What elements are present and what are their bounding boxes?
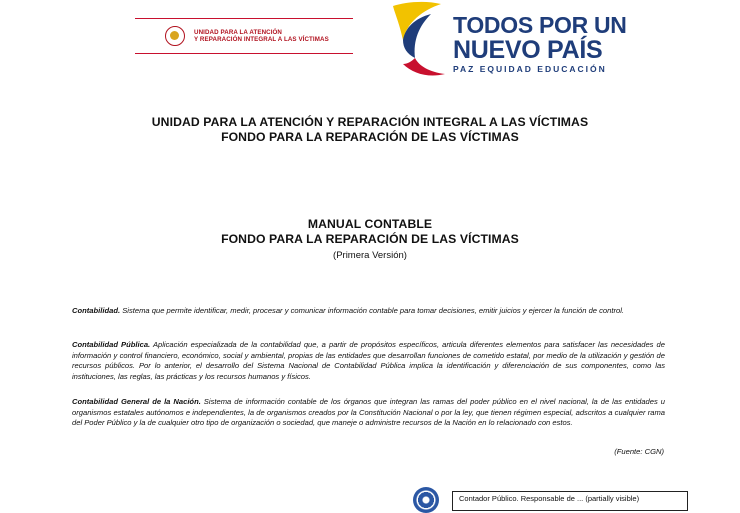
definition-text: Sistema que permite identificar, medir, procesar y comunicar información contable para tomar decisiones, emitir juicios y ejercer la función de control. [120,306,625,315]
manual-subtitle: FONDO PARA LA REPARACIÓN DE LAS VÍCTIMAS [221,232,519,246]
unidad-logo-line1: UNIDAD PARA LA ATENCIÓN [194,28,283,36]
definition-text: Sistema de información contable de los órganos que integran las ramas del poder público en el nivel nacional, la de las entidades u organismos estatales autónomos e independientes, la de organismos creados por la Constitución Nacional o por la ley, que tienen régimen especial, adscritos a cualquier rama del Poder Público y la de cualquier otro tipo de organización o sociedad, que maneje o administre recursos de la Nación en lo relacionado con estos. [72,397,666,428]
definition-text: Aplicación especializada de la contabilidad que, a partir de propósitos específicos, articula diferentes elementos para satisfacer las necesidades de información y control financiero, económico, social y ambiental, propias de las entidades que desarrollan funciones de cometido estatal, por medio de la utilización y gestión de recursos públicos. Por lo anterior, el desarrollo del Sistema Nacional de Contabilidad Pública implica la identificación y diferenciación de sus componentes, como las instituciones, las reglas, las prácticas y los recursos humanos y físicos. [72,340,665,381]
definition-paragraph [72,306,665,317]
definition-term: Contabilidad. [72,306,121,315]
colombia-swoosh-icon [385,0,455,80]
unidad-victimas-logo [135,18,353,54]
source-citation: (Fuente: CGN) [614,447,664,456]
todos-por-un-nuevo-pais-logo [385,0,625,80]
definition-paragraph [72,397,665,429]
quality-seal-icon [413,487,439,513]
gov-logo-line2: NUEVO PAÍS [453,36,603,64]
gov-logo-tagline: PAZ EQUIDAD EDUCACIÓN [453,64,607,74]
footer-box: Contador Público. Responsable de ... (partially visible) [452,491,688,511]
version-label: (Primera Versión) [333,250,407,261]
colombia-seal-icon [165,26,185,46]
org-name-heading: UNIDAD PARA LA ATENCIÓN Y REPARACIÓN INTEGRAL A LAS VÍCTIMAS [151,115,589,129]
unidad-logo-text [194,29,329,44]
gov-logo-line1: TODOS POR UN [453,12,627,38]
definition-term: Contabilidad Pública. [72,340,151,349]
manual-title: MANUAL CONTABLE [307,217,433,231]
unidad-logo-line2: Y REPARACIÓN INTEGRAL A LAS VÍCTIMAS [194,36,329,43]
definition-term: Contabilidad General de la Nación. [72,397,201,406]
definition-paragraph [72,340,665,382]
fund-name-heading: FONDO PARA LA REPARACIÓN DE LAS VÍCTIMAS [221,130,519,144]
